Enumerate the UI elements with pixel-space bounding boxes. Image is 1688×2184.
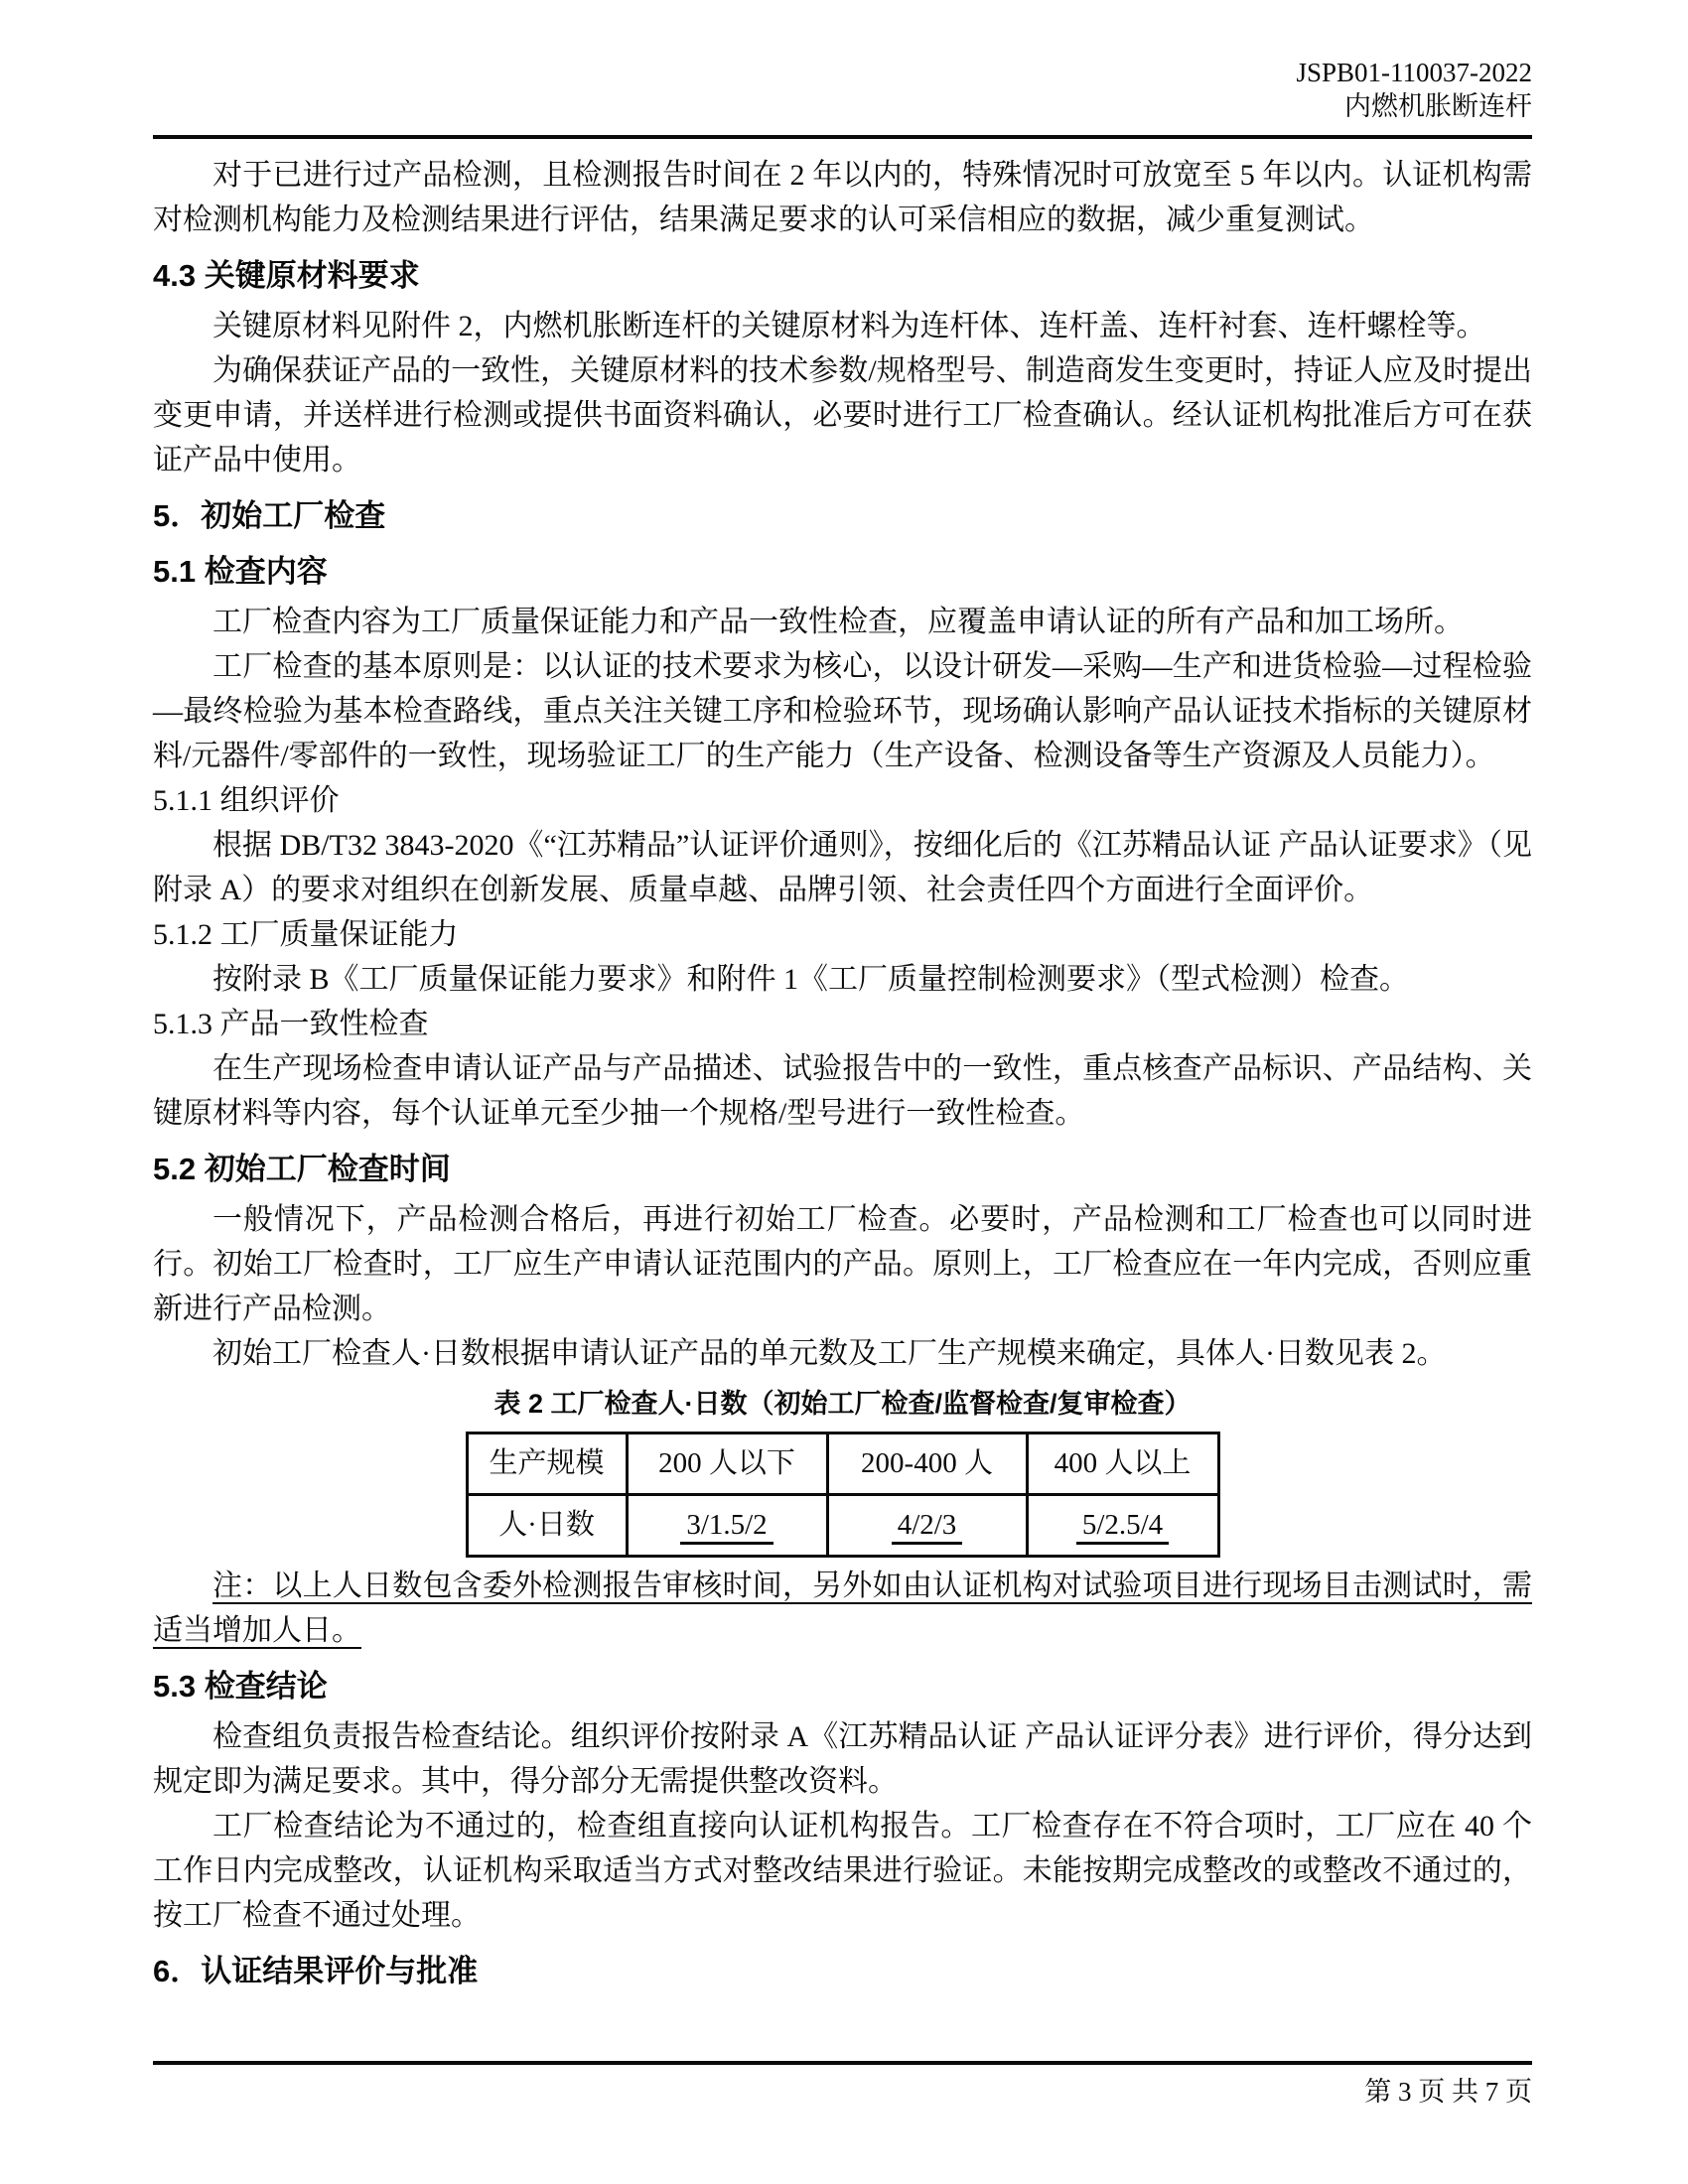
paragraph-product-consistency: 在生产现场检查申请认证产品与产品描述、试验报告中的一致性，重点核查产品标识、产品结构、关键原材料等内容，每个认证单元至少抽一个规格/型号进行一致性检查。 (153, 1052, 1532, 1130)
paragraph-product-testing: 对于已进行过产品检测，且检测报告时间在 2 年以内的，特殊情况时可放宽至 5 年以内。认证机构需对检测机构能力及检测结果进行评估，结果满足要求的认可采信相应的数据，减少重复测试。 (153, 159, 1532, 236)
table-header-row (467, 1433, 1218, 1495)
heading-5-2-inspection-time: 5.2 初始工厂检查时间 (153, 1152, 451, 1186)
heading-5-initial-factory-inspection: 5．初始工厂检查 (153, 498, 386, 533)
heading-6-certification-result: 6．认证结果评价与批准 (153, 1954, 479, 1988)
page-header (153, 56, 1532, 139)
heading-5-1-1-organization-evaluation: 5.1.1 组织评价 (153, 784, 340, 817)
table2-person-days (466, 1432, 1220, 1558)
table2-header-under-200: 200 人以下 (627, 1433, 827, 1495)
heading-5-1-3-product-consistency: 5.1.3 产品一致性检查 (153, 1008, 429, 1040)
table2-cell-200-400 (827, 1495, 1027, 1557)
table2-caption: 表 2 工厂检查人·日数（初始工厂检查/监督检查/复审检查） (493, 1389, 1192, 1419)
paragraph-inspection-time: 一般情况下，产品检测合格后，再进行初始工厂检查。必要时，产品检测和工厂检查也可以同时进行。初始工厂检查时，工厂应生产申请认证范围内的产品。原则上，工厂检查应在一年内完成，否则应重新进行产品检测。 (153, 1203, 1532, 1325)
heading-5-1-2-quality-assurance: 5.1.2 工厂质量保证能力 (153, 918, 459, 951)
heading-5-3-inspection-conclusion: 5.3 检查结论 (153, 1669, 328, 1704)
heading-5-1-inspection-content: 5.1 检查内容 (153, 554, 328, 589)
heading-4-3-key-raw-materials: 4.3 关键原材料要求 (153, 258, 420, 293)
table2-header-over-400: 400 人以上 (1027, 1433, 1218, 1495)
doc-title: 内燃机胀断连杆 (1344, 91, 1532, 121)
paragraph-key-raw-materials-change: 为确保获证产品的一致性，关键原材料的技术参数/规格型号、制造商发生变更时，持证人应及时提出变更申请，并送样进行检测或提供书面资料确认，必要时进行工厂检查确认。经认证机构批准后方可在获证产品中使用。 (153, 354, 1532, 477)
table2-cell-person-days-label: 人·日数 (467, 1495, 627, 1557)
table-row (467, 1495, 1218, 1557)
paragraph-conclusion-scoring: 检查组负责报告检查结论。组织评价按附录 A《江苏精品认证 产品认证评分表》进行评价，得分达到规定即为满足要求。其中，得分部分无需提供整改资料。 (153, 1720, 1532, 1798)
paragraph-key-raw-materials-list: 关键原材料见附件 2，内燃机胀断连杆的关键原材料为连杆体、连杆盖、连杆衬套、连杆螺栓等。 (212, 310, 1486, 342)
page-number: 第 3 页 共 7 页 (1364, 2077, 1532, 2107)
table2-cell-under-200 (627, 1495, 827, 1557)
person-days-value: 5/2.5/4 (1076, 1509, 1169, 1545)
person-days-value: 4/2/3 (892, 1509, 963, 1545)
paragraph-organization-evaluation: 根据 DB/T32 3843-2020《“江苏精品”认证评价通则》，按细化后的《江苏精品认证 产品认证要求》（见附录 A）的要求对组织在创新发展、质量卓越、品牌引领、社会责任四个方面进行全面评价。 (153, 829, 1532, 906)
table2-cell-over-400 (1027, 1495, 1218, 1557)
table2-header-200-400: 200-400 人 (827, 1433, 1027, 1495)
paragraph-conclusion-nonconformity: 工厂检查结论为不通过的，检查组直接向认证机构报告。工厂检查存在不符合项时，工厂应在 40 个工作日内完成整改，认证机构采取适当方式对整改结果进行验证。未能按期完成整改的或整改不通过的，按工厂检查不通过处理。 (153, 1810, 1532, 1932)
table2-header-production-scale: 生产规模 (467, 1433, 627, 1495)
page-footer (153, 2061, 1532, 2109)
table2-note: 注：以上人日数包含委外检测报告审核时间，另外如由认证机构对试验项目进行现场目击测试时，需适当增加人日。 (153, 1570, 1532, 1647)
document-body (153, 139, 1532, 1993)
paragraph-inspection-scope: 工厂检查内容为工厂质量保证能力和产品一致性检查，应覆盖申请认证的所有产品和加工场所。 (212, 606, 1464, 638)
person-days-value: 3/1.5/2 (680, 1509, 773, 1545)
paragraph-person-days-basis: 初始工厂检查人·日数根据申请认证产品的单元数及工厂生产规模来确定，具体人·日数见表 2。 (212, 1337, 1447, 1370)
doc-number: JSPB01-110037-2022 (1296, 58, 1532, 87)
paragraph-quality-assurance: 按附录 B《工厂质量保证能力要求》和附件 1《工厂质量控制检测要求》（型式检测）检查。 (212, 963, 1410, 996)
paragraph-inspection-principles: 工厂检查的基本原则是：以认证的技术要求为核心，以设计研发—采购—生产和进货检验—过程检验—最终检验为基本检查路线，重点关注关键工序和检验环节，现场确认影响产品认证技术指标的关键原材料/元器件/零部件的一致性，现场验证工厂的生产能力（生产设备、检测设备等生产资源及人员能力）。 (153, 650, 1532, 772)
